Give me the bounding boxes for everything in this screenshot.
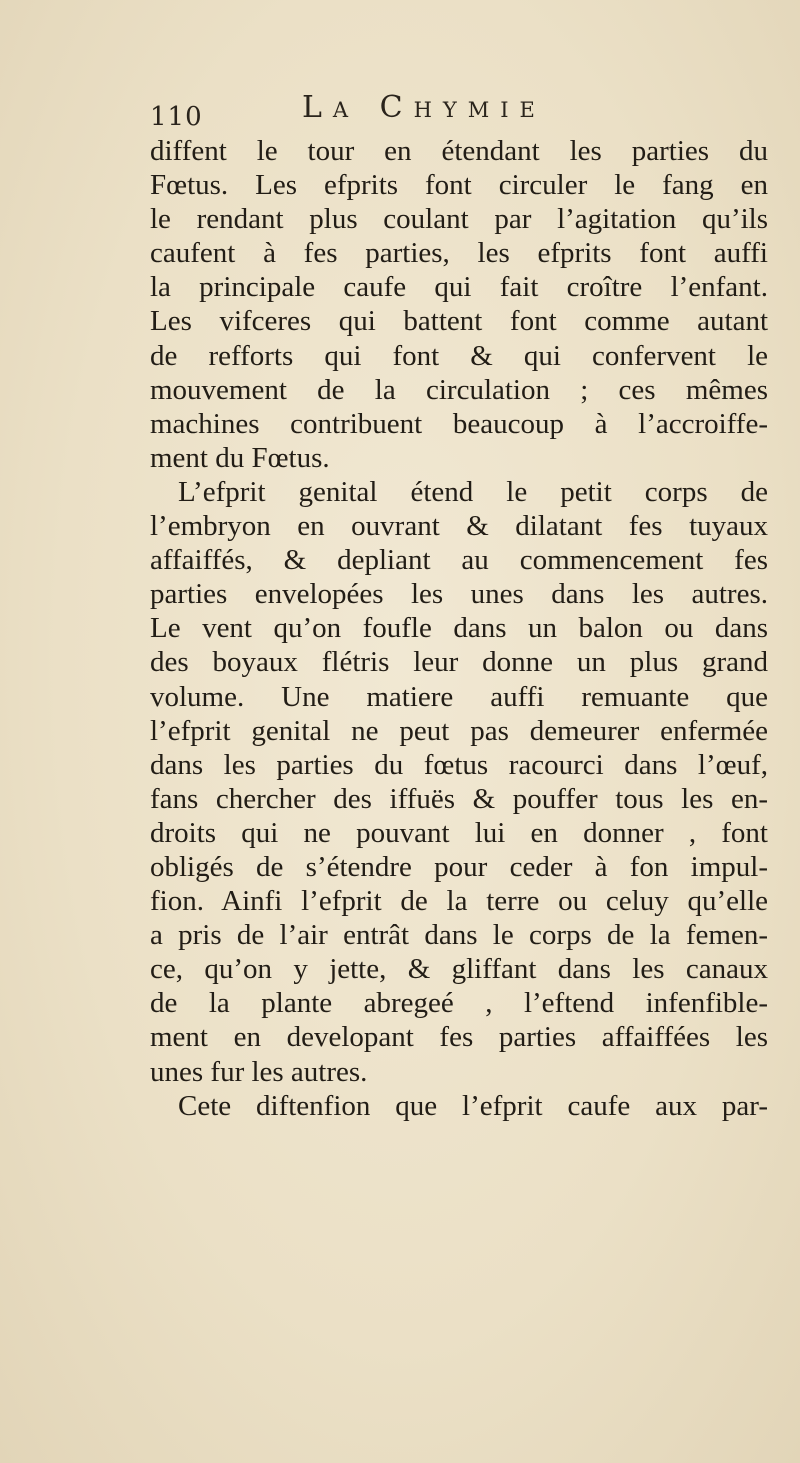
- text-line: la principale caufe qui fait croître l’enfant.: [150, 271, 768, 304]
- text-line: le rendant plus coulant par l’agitation qu’ils: [150, 203, 768, 236]
- text-line: fans chercher des iffuës & pouffer tous les en-: [150, 782, 768, 815]
- text-line: de refforts qui font & qui confervent le: [150, 339, 768, 372]
- text-line: a pris de l’air entrât dans le corps de la femen-: [150, 919, 768, 952]
- text-line: ce, qu’on y jette, & gliffant dans les canaux: [150, 953, 768, 986]
- page-number: 110: [150, 102, 203, 132]
- text-line: machines contribuent beaucoup à l’accroiffe-: [150, 407, 768, 440]
- text-line: de la plante abregeé , l’eftend infenfible-: [150, 987, 768, 1020]
- text-line: diffent le tour en étendant les parties du: [150, 135, 768, 167]
- text-line: ment en developant fes parties affaiffées les: [150, 1021, 768, 1054]
- text-line: Les vifceres qui battent font comme autant: [150, 305, 768, 338]
- paragraph-start-line: Cete diftenfion que l’efprit caufe aux par-: [178, 1089, 768, 1122]
- text-line: obligés de s’étendre pour ceder à fon impul-: [150, 850, 768, 883]
- text-line: l’efprit genital ne peut pas demeurer enfermée: [150, 714, 768, 747]
- text-line: volume. Une matiere auffi remuante que: [150, 680, 768, 713]
- text-line: Fœtus. Les efprits font circuler le fang en: [150, 169, 768, 202]
- text-line: mouvement de la circulation ; ces mêmes: [150, 373, 768, 406]
- text-line: unes fur les autres.: [150, 1055, 368, 1088]
- text-line: affaiffés, & depliant au commencement fes: [150, 544, 768, 577]
- text-line: parties envelopées les unes dans les autres.: [150, 578, 768, 611]
- text-line: des boyaux flétris leur donne un plus grand: [150, 646, 768, 679]
- body-text: [150, 134, 768, 1123]
- text-line: l’embryon en ouvrant & dilatant fes tuyaux: [150, 510, 768, 543]
- text-line: Le vent qu’on foufle dans un balon ou dans: [150, 612, 768, 645]
- running-title: La Chymie: [302, 90, 546, 125]
- text-line: droits qui ne pouvant lui en donner , font: [150, 816, 768, 849]
- text-line: ment du Fœtus.: [150, 441, 330, 474]
- text-line: dans les parties du fœtus racourci dans l’œuf,: [150, 748, 768, 781]
- text-line: caufent à fes parties, les efprits font auffi: [150, 237, 768, 270]
- text-line: fion. Ainfi l’efprit de la terre ou celuy qu’elle: [150, 885, 768, 918]
- paragraph-start-line: L’efprit genital étend le petit corps de: [178, 475, 768, 508]
